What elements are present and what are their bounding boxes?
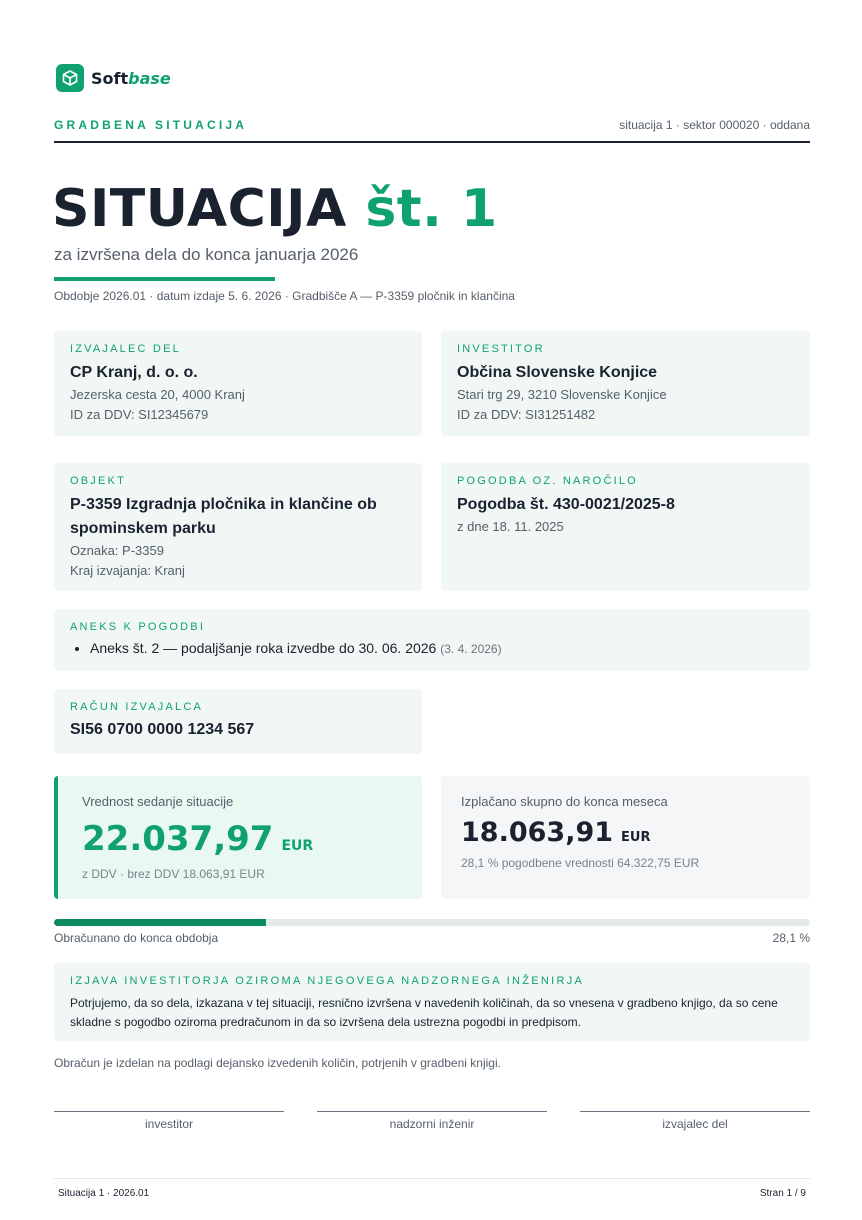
object-place: Kraj izvajanja: Kranj	[70, 563, 185, 578]
investor-vat: ID za DDV: SI31251482	[457, 407, 596, 422]
footer-page-number: Stran 1 / 9	[759, 1188, 806, 1199]
investor-address: Stari trg 29, 3210 Slovenske Konjice	[457, 387, 667, 402]
page-title: SITUACIJA št. 1	[52, 179, 498, 239]
investor-label: INVESTITOR	[457, 343, 545, 355]
brand-name: Softbase	[91, 68, 171, 88]
current-value-currency: EUR	[281, 838, 314, 854]
contract-card	[441, 463, 810, 591]
brand-logo	[56, 64, 171, 92]
annex-card	[54, 609, 810, 671]
annex-item: • Aneks št. 2 — podaljšanje roka izvedbe do 30. 06. 2026 (3. 4. 2026)	[90, 640, 794, 656]
annex-item-date: (3. 4. 2026)	[440, 642, 502, 656]
paid-total-amount: 18.063,91 EUR	[461, 817, 651, 848]
contractor-vat: ID za DDV: SI12345679	[70, 407, 209, 422]
calculation-footnote: Obračun je izdelan na podlagi dejansko izvedenih količin, potrjenih v gradbeni knjigi.	[54, 1056, 501, 1070]
progress-percent: 28,1 %	[772, 931, 810, 945]
contractor-name: CP Kranj, d. o. o.	[70, 364, 198, 381]
contract-label: POGODBA OZ. NAROČILO	[457, 475, 638, 487]
current-value-note: z DDV · brez DDV 18.063,91 EUR	[82, 867, 265, 881]
progress-bar	[54, 919, 810, 926]
paid-total-card	[441, 776, 810, 899]
account-label: RAČUN IZVAJALCA	[70, 701, 204, 713]
progress-fill	[54, 919, 266, 926]
document-type-label: GRADBENA SITUACIJA	[54, 118, 248, 132]
contractor-card	[54, 331, 422, 436]
contract-name: Pogodba št. 430-0021/2025-8	[457, 496, 675, 513]
header-divider	[54, 141, 810, 143]
investor-card	[441, 331, 810, 436]
statement-label: IZJAVA INVESTITORJA OZIROMA NJEGOVEGA NADZORNEGA INŽENIRJA	[70, 975, 585, 987]
investor-name: Občina Slovenske Konjice	[457, 364, 658, 381]
contractor-label: IZVAJALEC DEL	[70, 343, 181, 355]
object-card	[54, 463, 422, 591]
document-header	[54, 118, 810, 132]
contractor-address: Jezerska cesta 20, 4000 Kranj	[70, 387, 245, 402]
paid-total-note: 28,1 % pogodbene vrednosti 64.322,75 EUR	[461, 856, 700, 870]
period-metaline: Obdobje 2026.01 · datum izdaje 5. 6. 2026 · Gradbišče A — P-3359 pločnik in klančina	[54, 289, 515, 303]
current-value-label: Vrednost sedanje situacije	[82, 794, 234, 809]
progress-label: Obračunano do konca obdobja	[54, 931, 219, 945]
account-card	[54, 689, 422, 754]
object-label: OBJEKT	[70, 475, 126, 487]
signature-investor: investitor	[54, 1111, 284, 1131]
paid-total-label: Izplačano skupno do konca meseca	[461, 794, 668, 809]
contract-date: z dne 18. 11. 2025	[457, 519, 564, 534]
current-value-amount: 22.037,97 EUR	[82, 819, 314, 859]
account-iban: SI56 0700 0000 1234 567	[70, 721, 255, 738]
document-meta: situacija 1 · sektor 000020 · oddana	[619, 118, 810, 132]
footer-divider	[54, 1178, 810, 1179]
signature-supervisor: nadzorni inženir	[317, 1111, 547, 1131]
statement-text: Potrjujemo, da so dela, izkazana v tej situaciji, resnično izvršena v navedenih količinah, da so vnesena v gradbeno knjigo, da so cene skladne s pogodbo oziroma predračunom in da so izvršena dela ustrezna pogodbi in predpisom.	[70, 996, 778, 1029]
footer-document-id: Situacija 1 · 2026.01	[58, 1188, 150, 1199]
object-name: P-3359 Izgradnja pločnika in klančine ob spominskem parku	[70, 496, 377, 537]
annex-label: ANEKS K POGODBI	[70, 621, 206, 633]
paid-total-currency: EUR	[621, 830, 651, 845]
box-icon	[56, 64, 84, 92]
object-code: Oznaka: P-3359	[70, 543, 164, 558]
signature-contractor: izvajalec del	[580, 1111, 810, 1131]
current-value-card	[54, 776, 422, 899]
annex-list	[70, 640, 794, 656]
situation-number: št. 1	[365, 179, 498, 239]
title-accent-bar	[54, 277, 275, 281]
page-subtitle: za izvršena dela do konca januarja 2026	[54, 245, 359, 264]
investor-statement	[54, 963, 810, 1041]
